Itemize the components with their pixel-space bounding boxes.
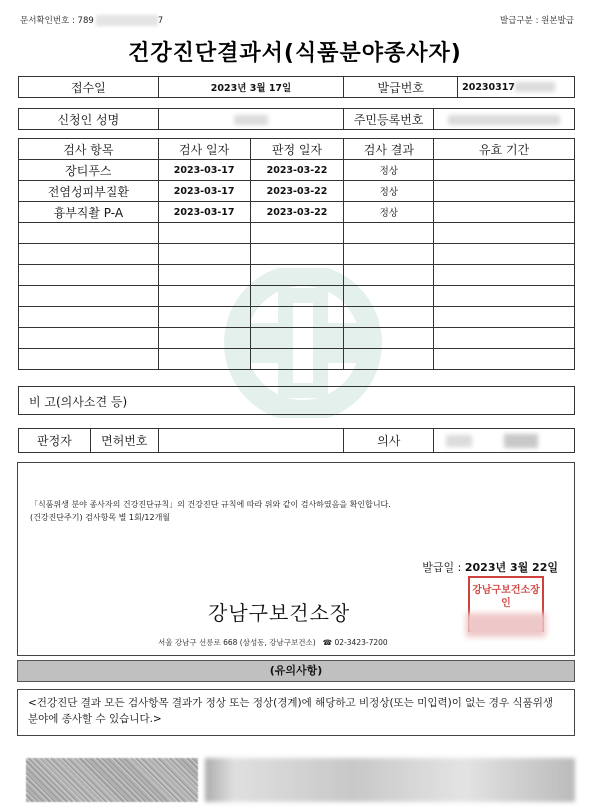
rrn-label: 주민등록번호 xyxy=(344,109,434,130)
applicant-name-table xyxy=(18,108,575,130)
certificate-statement: 「식품위생 분야 종사자의 건강진단규칙」의 건강진단 규칙에 따라 위와 같이 검사하였음을 확인합니다. xyxy=(30,500,391,509)
judge-date: 2023-03-22 xyxy=(250,181,344,202)
barcode-icon xyxy=(26,758,198,802)
redacted-issue-number xyxy=(515,82,555,92)
header-exam-result: 검사 결과 xyxy=(344,139,434,160)
judge-table xyxy=(18,428,575,453)
issue-date-value: 2023년 3월 22일 xyxy=(464,561,558,574)
exam-date: 2023-03-17 xyxy=(158,160,250,181)
issue-date xyxy=(422,559,558,575)
exam-item: 흉부직촬 P-A xyxy=(19,202,159,223)
table-row xyxy=(19,202,575,223)
license-number-value xyxy=(158,429,344,453)
doc-check-label: 문서확인번호 : 789 xyxy=(20,16,94,26)
redacted-name xyxy=(234,115,268,125)
empty-row xyxy=(19,265,575,286)
official-seal-icon: 강남구보건소장인 xyxy=(468,576,544,632)
receipt-date-value: 2023년 3월 17일 xyxy=(158,77,344,98)
redacted-barcode xyxy=(205,758,575,802)
remarks-box xyxy=(18,386,575,415)
judge-date: 2023-03-22 xyxy=(250,160,344,181)
validity xyxy=(434,202,575,223)
empty-row xyxy=(19,349,575,370)
office-address xyxy=(158,637,388,648)
license-number-label: 면허번호 xyxy=(90,429,158,453)
redacted-rrn xyxy=(448,115,560,125)
empty-row xyxy=(19,286,575,307)
issue-number-cell xyxy=(458,77,575,98)
issue-date-label: 발급일 : xyxy=(422,561,462,574)
exam-date: 2023-03-17 xyxy=(158,181,250,202)
issue-type: 발급구분 : 원본발급 xyxy=(500,16,574,26)
empty-row xyxy=(19,244,575,265)
redacted-doc-number xyxy=(96,15,158,26)
exam-result: 정상 xyxy=(344,202,434,223)
receipt-date-label: 접수일 xyxy=(19,77,159,98)
exam-results-table xyxy=(18,138,575,370)
applicant-name-label: 신청인 성명 xyxy=(19,109,159,130)
document-check-number xyxy=(20,14,163,26)
phone-icon: ☎ xyxy=(322,638,333,647)
empty-row xyxy=(19,223,575,244)
exam-cycle-note: (건강진단주기) 검사항목 별 1회/12개월 xyxy=(30,513,171,522)
doctor-value xyxy=(434,429,575,453)
applicant-info-table xyxy=(18,76,575,98)
table-row xyxy=(19,160,575,181)
redacted-doctor-name xyxy=(446,435,472,447)
notice-text: <건강진단 결과 모든 검사항목 결과가 정상 또는 정상(경계)에 해당하고 비정상(또는 미입력)이 없는 경우 식품위생 분야에 종사할 수 있습니다.> xyxy=(17,689,575,736)
empty-row xyxy=(19,328,575,349)
header-exam-item: 검사 항목 xyxy=(19,139,159,160)
exam-result: 정상 xyxy=(344,160,434,181)
empty-row xyxy=(19,307,575,328)
table-row xyxy=(19,181,575,202)
exam-item: 전염성피부질환 xyxy=(19,181,159,202)
applicant-name-value xyxy=(158,109,344,130)
redacted-doctor-signature xyxy=(504,434,538,448)
redacted-seal-area xyxy=(466,613,546,637)
address-text: 서울 강남구 선릉로 668 (삼성동, 강남구보건소) xyxy=(158,638,316,647)
page-title: 건강진단결과서(식품분야종사자) xyxy=(128,41,462,66)
validity xyxy=(434,160,575,181)
remarks-label: 비 고(의사소견 등) xyxy=(29,395,128,409)
exam-date: 2023-03-17 xyxy=(158,202,250,223)
validity xyxy=(434,181,575,202)
issue-number-value: 20230317 xyxy=(462,81,515,93)
header-judge-date: 판정 일자 xyxy=(250,139,344,160)
doctor-label: 의사 xyxy=(344,429,434,453)
header-validity: 유효 기간 xyxy=(434,139,575,160)
issue-number-label: 발급번호 xyxy=(344,77,458,98)
judge-label: 판정자 xyxy=(19,429,91,453)
doc-check-tail: 7 xyxy=(157,16,164,26)
header-exam-date: 검사 일자 xyxy=(158,139,250,160)
phone-number: 02-3423-7200 xyxy=(334,638,388,647)
judge-date: 2023-03-22 xyxy=(250,202,344,223)
rrn-value xyxy=(434,109,575,130)
notice-title: (유의사항) xyxy=(17,660,575,682)
exam-item: 장티푸스 xyxy=(19,160,159,181)
exam-result: 정상 xyxy=(344,181,434,202)
issuing-office: 강남구보건소장 xyxy=(208,601,351,625)
certificate-box xyxy=(17,462,575,656)
